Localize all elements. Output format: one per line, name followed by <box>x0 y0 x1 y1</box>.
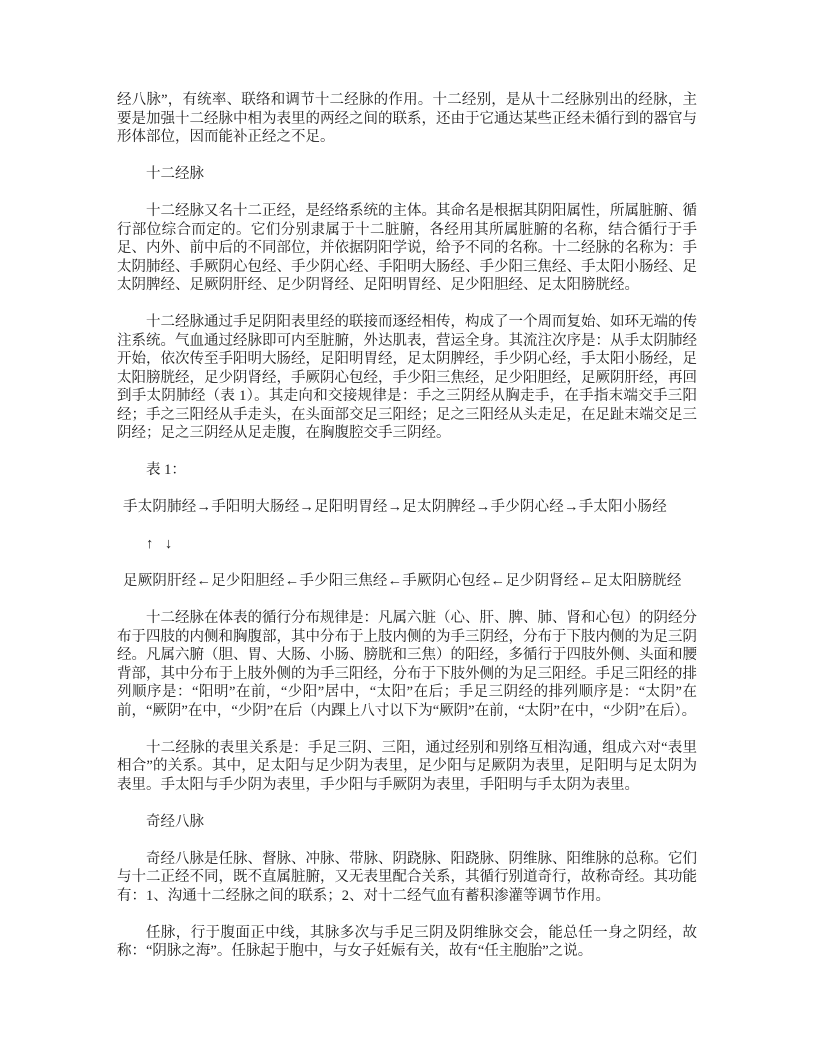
paragraph: 十二经脉的表里关系是：手足三阴、三阳，通过经别和别络互相沟通，组成六对“表里相合”的关系。其中，足太阳与足少阴为表里，足少阳与足厥阴为表里，足阳明与足太阴为表里。手太阳与手少阴为表里，手少阳与手厥阴为表里，手阳明与手太阴为表里。 <box>117 739 697 793</box>
paragraph: 经八脉”，有统率、联络和调节十二经脉的作用。十二经别，是从十二经脉别出的经脉，主要是加强十二经脉中相为表里的两经之间的联系，还由于它通达某些正经未循行到的器官与形体部位，因而能补正经之不足。 <box>117 92 697 145</box>
table-caption: 表 1： <box>146 462 186 478</box>
meridian-flow-line: 手太阴肺经→手阳明大肠经→足阳明胃经→足太阴脾经→手少阴心经→手太阳小肠经 <box>123 499 667 515</box>
section-heading: 奇经八脉 <box>146 813 204 830</box>
section-heading: 十二经脉 <box>146 166 204 182</box>
paragraph: 十二经脉在体表的循行分布规律是：凡属六脏（心、肝、脾、肺、肾和心包）的阴经分布于四肢的内侧和胸腹部，其中分布于上肢内侧的为手三阴经，分布于下肢内侧的为足三阴经。凡属六腑（胆、胃、大肠、小肠、膀胱和三焦）的阳经，多循行于四肢外侧、头面和腰背部，其中分布于上肢外侧的为手三阳经，分布于下肢外侧的为足三阳经。手足三阳经的排列顺序是：“阳明”在前，“少阳”居中，“太阳”在后；手足三阴经的排列顺序是：“太阴”在前，“厥阴”在中，“少阴”在后（内踝上八寸以下为“厥阴”在前，“太阴”在中，“少阴”在后）。 <box>117 610 697 719</box>
paragraph: 十二经脉又名十二正经，是经络系统的主体。其命名是根据其阴阳属性，所属脏腑、循行部位综合而定的。它们分别隶属于十二脏腑，各经用其所属脏腑的名称，结合循行于手足、内外、前中后的不同部位，并依据阴阳学说，给予不同的名称。十二经脉的名称为：手太阴肺经、手厥阴心包经、手少阴心经、手阳明大肠经、手少阳三焦经、手太阳小肠经、足太阴脾经、足厥阴肝经、足少阴肾经、足阳明胃经、足少阳胆经、足太阳膀胱经。 <box>117 203 697 293</box>
paragraph: 任脉，行于腹面正中线，其脉多次与手足三阴及阴维脉交会，能总任一身之阴经，故称：“阴脉之海”。任脉起于胞中，与女子妊娠有关，故有“任主胞胎”之说。 <box>117 924 697 959</box>
meridian-flow-line: 足厥阴肝经←足少阳胆经←手少阳三焦经←手厥阴心包经←足少阴肾经←足太阳膀胱经 <box>123 573 682 589</box>
paragraph: 奇经八脉是任脉、督脉、冲脉、带脉、阴跷脉、阳跷脉、阴维脉、阳维脉的总称。它们与十二正经不同，既不直属脏腑，又无表里配合关系，其循行别道奇行，故称奇经。其功能有：1、沟通十二经脉之间的联系；2、对十二经气血有蓄积渗灌等调节作用。 <box>117 850 697 904</box>
document-content <box>117 91 697 979</box>
paragraph: 十二经脉通过手足阴阳表里经的联接而逐经相传，构成了一个周而复始、如环无端的传注系统。气血通过经脉即可内至脏腑，外达肌表，营运全身。其流注次序是：从手太阴肺经开始，依次传至手阳明大肠经，足阳明胃经，足太阴脾经，手少阴心经，手太阳小肠经，足太阳膀胱经，足少阴肾经，手厥阴心包经，手少阳三焦经，足少阳胆经，足厥阴肝经，再回到手太阴肺经（表 1）。其走向和交接规律是：手之三阴经从胸走手，在手指末端交手三阳经；手之三阳经从手走头，在头面部交足三阳经；足之三阳经从头走足，在足趾末端交足三阴经；足之三阴经从足走腹，在胸腹腔交手三阴经。 <box>117 314 697 441</box>
flow-direction-arrows: ↑ ↓ <box>146 536 177 552</box>
